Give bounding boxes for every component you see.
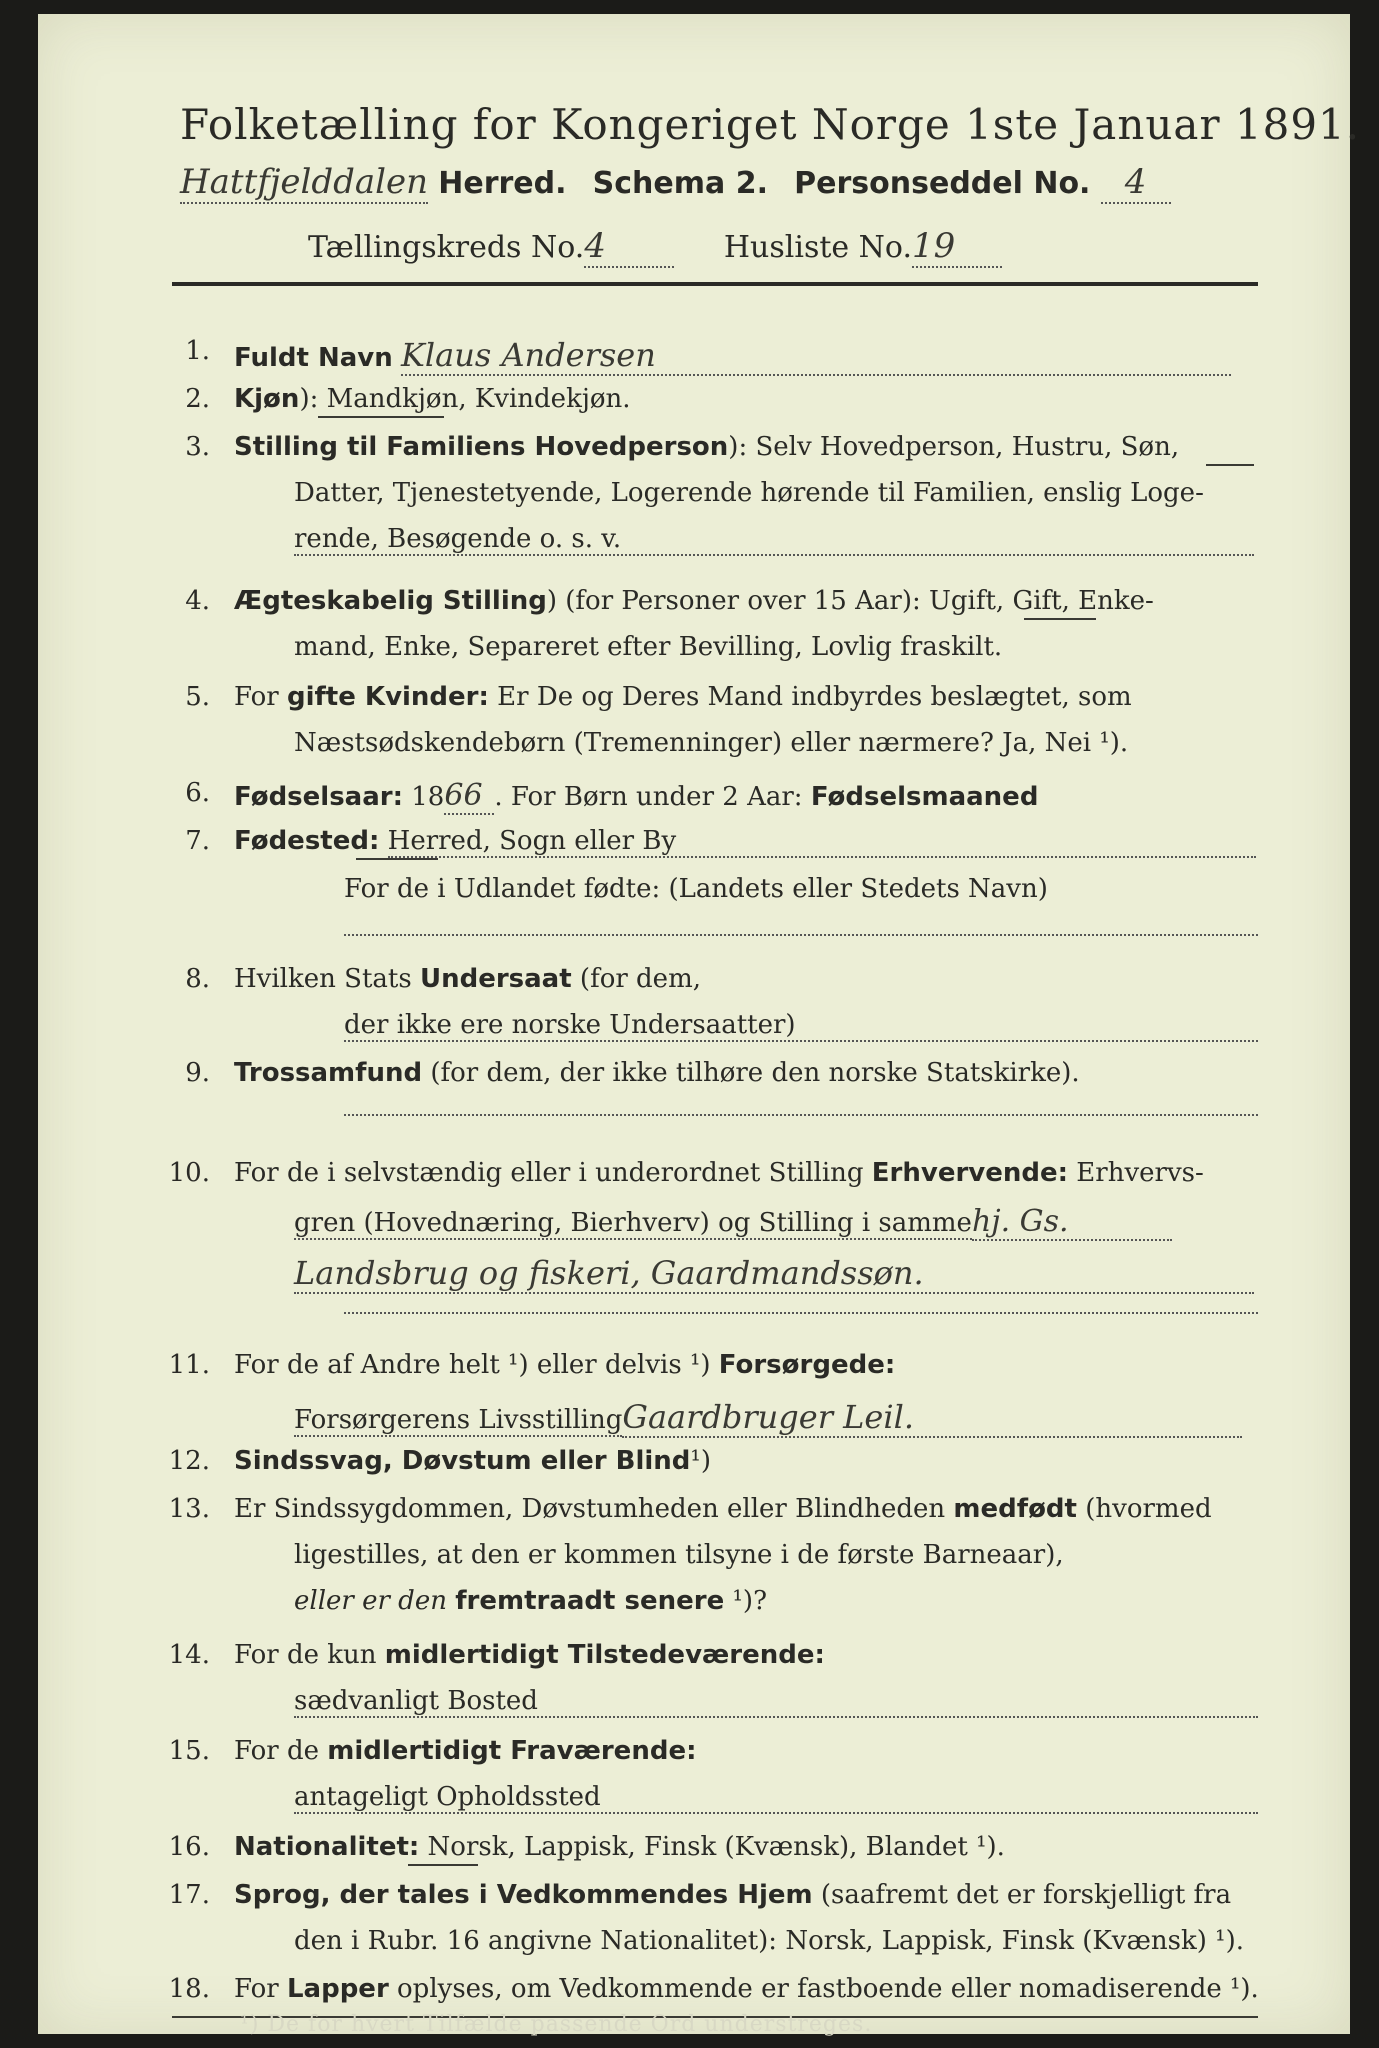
- item-4-line-2: mand, Enke, Separeret efter Bevilling, Lovlig fraskilt.: [294, 632, 1003, 662]
- item-1-label: Fuldt Navn: [234, 343, 393, 373]
- item-15-label: midlertidigt Fraværende:: [327, 1736, 697, 1766]
- item-15-text-2: antageligt Opholdssted: [294, 1782, 1258, 1814]
- item-15-line-1: [234, 1736, 696, 1766]
- item-5-text-1: Er De og Deres Mand indbyrdes beslægtet, som: [497, 682, 1132, 712]
- item-10-number: 10.: [168, 1158, 210, 1188]
- item-4-line-1: [234, 586, 1154, 616]
- item-2-underline: [318, 416, 444, 418]
- item-9-line-1: [234, 1058, 1080, 1088]
- item-18-line: [234, 1974, 1259, 2004]
- item-5-line-2: Næstsødskendebørn (Tremenninger) eller nærmere? Ja, Nei ¹).: [294, 728, 1129, 758]
- item-4-number: 4.: [185, 586, 210, 616]
- item-16-label: Nationalitet:: [234, 1832, 420, 1862]
- item-10-label: Erhvervende:: [871, 1158, 1069, 1188]
- herred-row: [180, 162, 1171, 204]
- item-14-line-2: [294, 1686, 1258, 1718]
- item-3-line-2: Datter, Tjenestetyende, Logerende hørende til Familien, enslig Loge-: [294, 478, 1204, 508]
- item-8-label: Undersaat: [419, 964, 572, 994]
- item-7-number: 7.: [185, 826, 210, 856]
- item-10-blank-line: [344, 1312, 1258, 1314]
- item-18-text: oplyses, om Vedkommende er fastboende eller nomadiserende ¹).: [397, 1974, 1259, 2004]
- item-3-number: 3.: [185, 432, 210, 462]
- kreds-value: 4: [584, 226, 674, 268]
- husliste-label: Husliste No.: [723, 230, 913, 265]
- item-7-line-2: For de i Udlandet fødte: (Landets eller Stedets Navn): [344, 874, 1048, 904]
- item-14-number: 14.: [168, 1640, 210, 1670]
- item-1-value: Klaus Andersen: [401, 336, 1231, 376]
- item-16-underline: [408, 1864, 478, 1866]
- item-1-line: [234, 336, 1231, 376]
- item-16-line: [234, 1832, 1005, 1862]
- item-13-label: medfødt: [953, 1494, 1077, 1524]
- item-3-text-3: rende, Besøgende o. s. v.: [294, 524, 1254, 556]
- item-7-text-1: Herred, Sogn eller By: [388, 826, 1256, 858]
- item-13-number: 13.: [168, 1494, 210, 1524]
- item-6-text: . For Børn under 2 Aar:: [494, 782, 803, 812]
- item-17-text-1: (saafremt det er forskjelligt fra: [820, 1880, 1232, 1910]
- item-6-line: [234, 778, 1038, 815]
- item-5-prefix: For: [234, 682, 279, 712]
- item-10-value-1: hj. Gs.: [972, 1204, 1172, 1241]
- item-9-number: 9.: [185, 1058, 210, 1088]
- item-11-line-2: [294, 1398, 1242, 1438]
- item-8-line-2: [344, 1010, 1258, 1042]
- item-15-number: 15.: [168, 1736, 210, 1766]
- item-4-underline: [1024, 618, 1096, 620]
- item-3-line-1: [234, 432, 1179, 462]
- census-form-sheet: [38, 14, 1361, 2034]
- item-9-label: Trossamfund: [234, 1058, 423, 1088]
- item-18-prefix: For: [234, 1974, 279, 2004]
- item-11-number: 11.: [168, 1350, 210, 1380]
- item-17-line-2: den i Rubr. 16 angivne Nationalitet): Norsk, Lappisk, Finsk (Kvænsk) ¹).: [294, 1926, 1245, 1956]
- item-13-line-3: [294, 1586, 767, 1616]
- item-7-label: Fødested:: [234, 826, 380, 856]
- form-title: Folketælling for Kongeriget Norge 1ste Januar 1891.: [180, 100, 1361, 149]
- item-3-line-3: [294, 524, 1254, 556]
- item-6-label: Fødselsaar:: [234, 782, 403, 812]
- item-5-label: gifte Kvinder:: [286, 682, 489, 712]
- item-8-text-2: der ikke ere norske Undersaatter): [344, 1010, 1258, 1042]
- item-2-line: [234, 384, 631, 414]
- item-3-label: Stilling til Familiens Hovedperson: [234, 432, 729, 462]
- item-8-line-1: [234, 964, 701, 994]
- item-7-line-1: [234, 826, 1256, 858]
- item-18-number: 18.: [168, 1974, 210, 2004]
- item-2-label: Kjøn: [234, 384, 300, 414]
- item-17-label: Sprog, der tales i Vedkommendes Hjem: [234, 1880, 813, 1910]
- item-5-line-1: [234, 682, 1132, 712]
- item-6-year-prefix: 18: [411, 782, 445, 812]
- item-12-label: Sindssvag, Døvstum eller Blind: [234, 1446, 691, 1476]
- item-6-year-value: 66: [444, 778, 494, 815]
- item-16-text: Norsk, Lappisk, Finsk (Kvænsk), Blandet ¹).: [427, 1832, 1005, 1862]
- item-10-prefix: For de i selvstændig eller i underordnet Stilling: [234, 1158, 864, 1188]
- item-11-label: Forsørgede:: [718, 1350, 896, 1380]
- item-18-label: Lapper: [286, 1974, 389, 2004]
- item-2-text: ): Mandkjøn, Kvindekjøn.: [299, 384, 631, 414]
- item-10-line-2: [294, 1204, 1172, 1241]
- item-7-blank-line: [344, 934, 1258, 936]
- schema-label: Schema 2.: [592, 166, 768, 201]
- item-3-underline: [1206, 464, 1254, 466]
- item-9-text-1: (for dem, der ikke tilhøre den norske Statskirke).: [430, 1058, 1080, 1088]
- item-16-number: 16.: [168, 1832, 210, 1862]
- item-6-number: 6.: [185, 778, 210, 808]
- item-15-prefix: For de: [234, 1736, 319, 1766]
- item-10-line-1: [234, 1158, 1204, 1188]
- personseddel-value: 4: [1101, 162, 1171, 204]
- item-13-line-1: [234, 1494, 1212, 1524]
- item-11-prefix: For de af Andre helt ¹) eller delvis ¹): [234, 1350, 711, 1380]
- item-10-value-2: Landsbrug og fiskeri, Gaardmandssøn.: [294, 1254, 1254, 1294]
- item-10-text-2: gren (Hovednæring, Bierhverv) og Stilling i samme: [294, 1208, 972, 1238]
- item-1-number: 1.: [185, 336, 210, 366]
- item-8-number: 8.: [185, 964, 210, 994]
- kreds-label: Tællingskreds No.: [308, 230, 585, 265]
- item-2-number: 2.: [185, 384, 210, 414]
- item-15-line-2: [294, 1782, 1258, 1814]
- kreds-row: [308, 226, 1002, 268]
- item-13-label-3: fremtraadt senere: [455, 1586, 725, 1616]
- item-4-label: Ægteskabelig Stilling: [234, 586, 547, 616]
- item-6-label-2: Fødselsmaaned: [810, 782, 1039, 812]
- item-17-number: 17.: [168, 1880, 210, 1910]
- item-14-line-1: [234, 1640, 825, 1670]
- item-13-text-3: ¹)?: [732, 1586, 768, 1616]
- personseddel-label: Personseddel No.: [794, 166, 1091, 201]
- herred-label: Herred.: [438, 166, 567, 201]
- item-13-line-2: ligestilles, at den er kommen tilsyne i de første Barneaar),: [294, 1540, 1064, 1570]
- footnote: ¹) De for hvert Tilfælde passende Ord understreges.: [240, 2012, 873, 2037]
- header-rule: [172, 282, 1258, 286]
- item-14-prefix: For de kun: [234, 1640, 377, 1670]
- item-13-prefix-3: eller er den: [294, 1586, 447, 1616]
- item-10-line-3: [294, 1254, 1254, 1294]
- item-11-value: Gaardbruger Leil.: [622, 1398, 1242, 1438]
- item-8-text-1: (for dem,: [579, 964, 701, 994]
- item-4-text-1: ) (for Personer over 15 Aar): Ugift, Gift, Enke-: [546, 586, 1154, 616]
- item-12-number: 12.: [168, 1446, 210, 1476]
- item-7-underline: [356, 858, 438, 860]
- item-11-text-2: Forsørgerens Livsstilling: [294, 1405, 623, 1435]
- item-13-text-1: (hvormed: [1085, 1494, 1212, 1524]
- item-13-prefix: Er Sindssygdommen, Døvstumheden eller Blindheden: [234, 1494, 946, 1524]
- item-9-blank-line: [344, 1114, 1258, 1116]
- item-5-number: 5.: [185, 682, 210, 712]
- item-11-line-1: [234, 1350, 895, 1380]
- item-8-prefix: Hvilken Stats: [234, 964, 412, 994]
- item-10-text-1: Erhvervs-: [1076, 1158, 1204, 1188]
- item-14-label: midlertidigt Tilstedeværende:: [384, 1640, 825, 1670]
- item-3-text-1: ): Selv Hovedperson, Hustru, Søn,: [728, 432, 1180, 462]
- item-14-text-2: sædvanligt Bosted: [294, 1686, 1258, 1718]
- item-12-text: ¹): [690, 1446, 711, 1476]
- item-12-line: [234, 1446, 711, 1476]
- herred-value: Hattfjelddalen: [180, 162, 429, 202]
- item-17-line-1: [234, 1880, 1231, 1910]
- husliste-value: 19: [912, 226, 1002, 268]
